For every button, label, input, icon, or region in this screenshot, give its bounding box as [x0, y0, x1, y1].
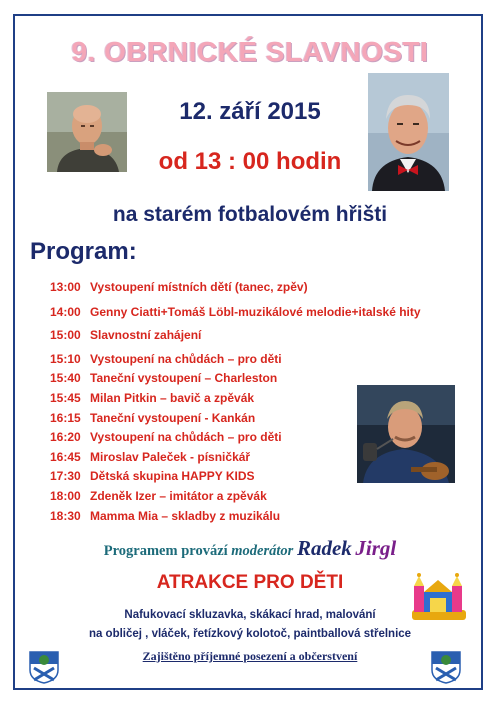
schedule-event: Vystoupení místních dětí (tanec, zpěv) — [90, 280, 308, 294]
schedule-row — [50, 350, 490, 370]
schedule-event: Taneční vystoupení - Kankán — [90, 410, 256, 425]
schedule-time: 15:40 — [50, 371, 81, 386]
schedule-time: 18:30 — [50, 508, 81, 523]
schedule-event: Vystoupení na chůdách – pro děti — [90, 351, 282, 366]
schedule-time: 17:30 — [50, 469, 81, 484]
schedule-time: 13:00 — [50, 280, 81, 294]
attractions-title: ATRAKCE PRO DĚTI — [156, 572, 344, 593]
schedule-row — [50, 487, 490, 507]
schedule-time: 14:00 — [50, 304, 81, 319]
attractions-line: na obličej , vláček, řetízkový kolotoč, paintballová střelnice — [88, 628, 412, 640]
bouncy-castle-icon — [408, 570, 468, 622]
moderator-role: moderátor — [231, 543, 294, 559]
schedule-event: Miroslav Paleček - písničkář — [90, 449, 251, 464]
schedule-row — [50, 326, 490, 346]
village-crest-icon — [28, 650, 60, 684]
performer-photo-guitar — [357, 385, 455, 483]
schedule-time: 16:45 — [50, 449, 81, 464]
event-date: 12. září 2015 — [179, 98, 321, 125]
schedule-row — [50, 303, 490, 323]
schedule-event: Slavnostní zahájení — [90, 328, 202, 343]
schedule-event: Taneční vystoupení – Charleston — [90, 371, 278, 386]
schedule-time: 18:00 — [50, 488, 81, 503]
schedule-event: Mamma Mia – skladby z muzikálu — [90, 508, 281, 523]
schedule-row — [50, 507, 490, 527]
attractions-line: Nafukovací skluzavka, skákací hrad, malování — [124, 609, 376, 621]
schedule-time: 15:00 — [50, 328, 81, 343]
moderator-line — [0, 536, 500, 561]
schedule-event: Vystoupení na chůdách – pro děti — [90, 430, 282, 445]
program-heading: Program: — [30, 238, 137, 265]
schedule-time: 16:20 — [50, 430, 81, 445]
footer-note: Zajištěno příjemné posezení a občerstvení — [142, 649, 358, 663]
schedule-time: 15:45 — [50, 390, 81, 405]
event-venue: na starém fotbalovém hřišti — [112, 203, 388, 226]
schedule-event: Milan Pitkin – bavič a zpěvák — [90, 390, 255, 405]
moderator-last-name: Jirgl — [355, 536, 397, 560]
schedule-row — [50, 278, 490, 298]
moderator-lead: Programem provází — [103, 543, 228, 559]
schedule-time: 16:15 — [50, 410, 81, 425]
village-crest-icon — [430, 650, 462, 684]
event-time: od 13 : 00 hodin — [158, 148, 342, 175]
schedule-event: Dětská skupina HAPPY KIDS — [90, 469, 255, 484]
schedule-time: 15:10 — [50, 351, 81, 366]
schedule-event: Genny Ciatti+Tomáš Löbl-muzikálové melodie+italské hity — [90, 304, 421, 319]
moderator-first-name: Radek — [296, 536, 352, 560]
schedule-event: Zdeněk Izer – imitátor a zpěvák — [90, 488, 267, 503]
poster-title: 9. OBRNICKÉ SLAVNOSTI — [71, 36, 429, 67]
